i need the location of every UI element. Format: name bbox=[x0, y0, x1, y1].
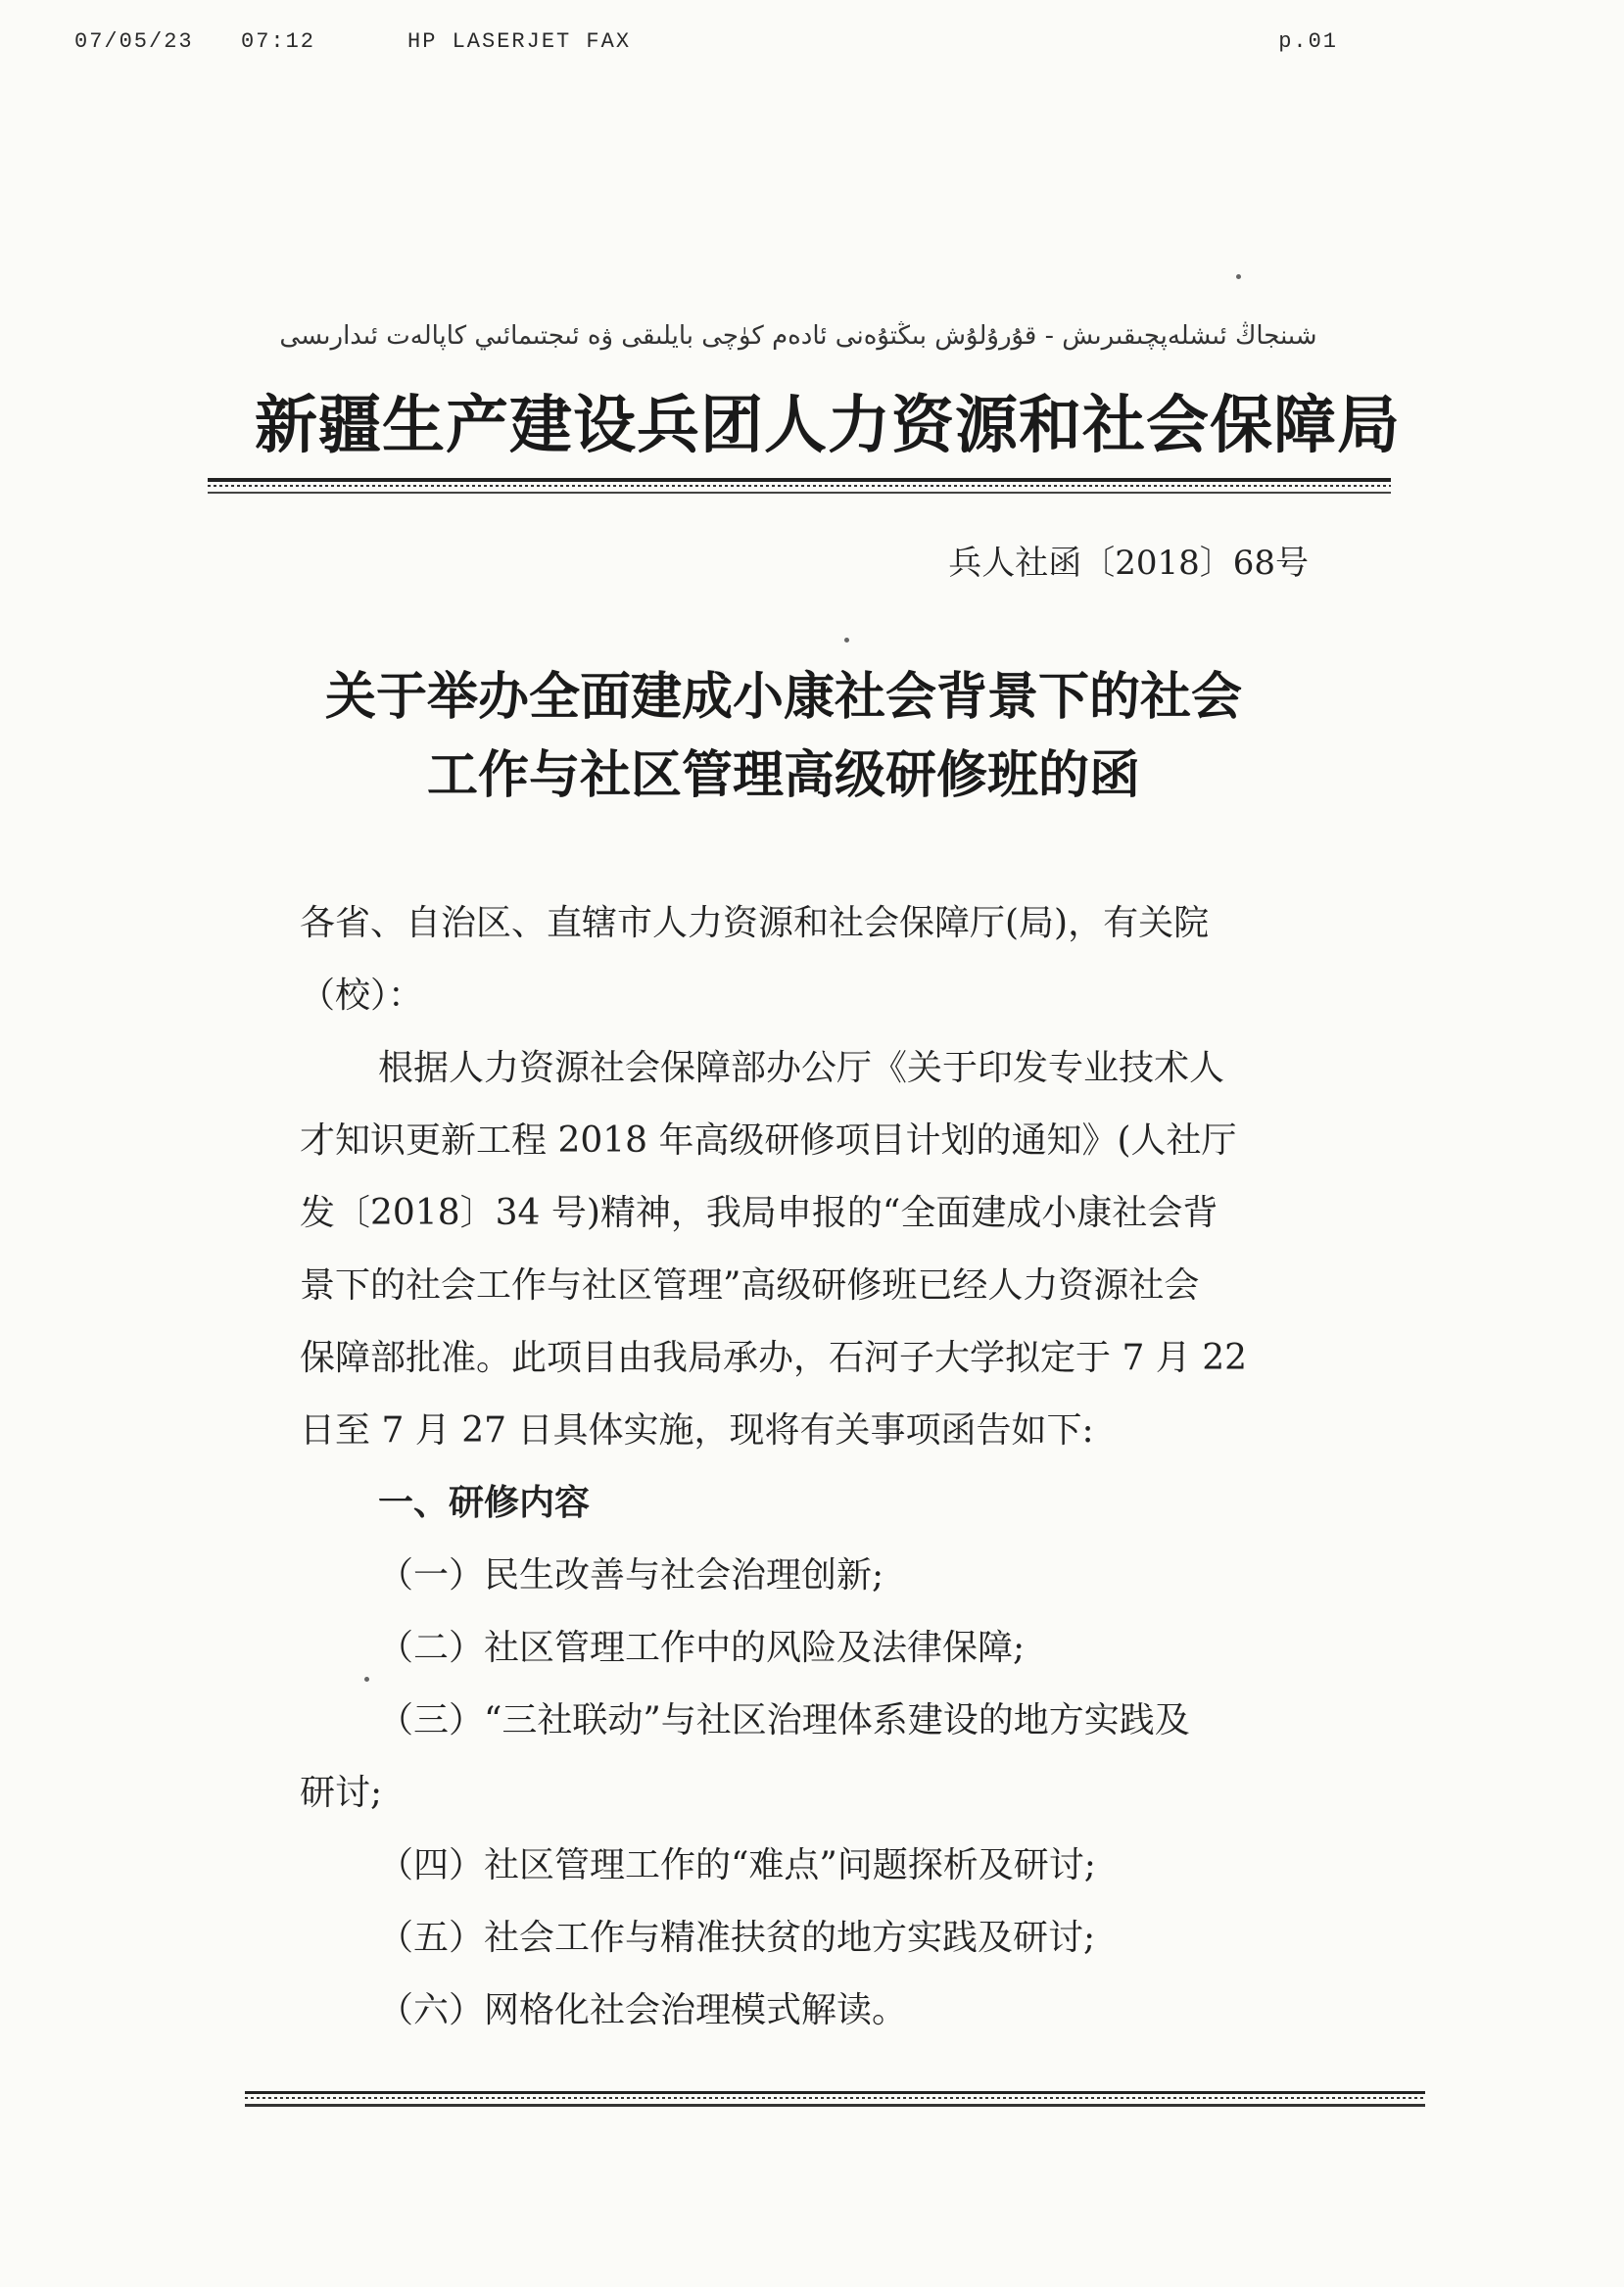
document-number: 兵人社函〔2018〕68号 bbox=[948, 544, 1309, 583]
paragraph-line-3: 发〔2018〕34 号)精神，我局申报的“全面建成小康社会背 bbox=[300, 1193, 1218, 1233]
paragraph-line-1: 根据人力资源社会保障部办公厅《关于印发专业技术人 bbox=[378, 1048, 1225, 1088]
salutation-line-2: （校）： bbox=[300, 976, 424, 1016]
list-item: （四）社区管理工作的“难点”问题探析及研讨; bbox=[378, 1845, 1096, 1885]
list-item: （三）“三社联动”与社区治理体系建设的地方实践及 bbox=[378, 1700, 1190, 1740]
paragraph-line-2: 才知识更新工程 2018 年高级研修项目计划的通知》(人社厅 bbox=[300, 1120, 1237, 1161]
fax-device: HP LASERJET FAX bbox=[407, 29, 632, 54]
salutation-line-1: 各省、自治区、直辖市人力资源和社会保障厅(局)，有关院 bbox=[300, 903, 1210, 943]
paragraph-line-4: 景下的社会工作与社区管理”高级研修班已经人力资源社会 bbox=[300, 1265, 1200, 1306]
scan-speck bbox=[1236, 274, 1241, 279]
list-item: （一）民生改善与社会治理创新; bbox=[378, 1555, 884, 1596]
section-heading: 一、研修内容 bbox=[378, 1483, 591, 1523]
scan-speck bbox=[364, 1677, 369, 1682]
footer-divider bbox=[245, 2091, 1425, 2107]
letterhead-uyghur-name: شىنجاڭ ئىشلەپچىقىرىش - قۇرۇلۇش بىڭتۇەنى ئادەم كۈچى بايلىقى ۋە ئىجتىمائىي كاپالەت ئىدارىسى bbox=[279, 321, 1317, 351]
fax-page-number: p.01 bbox=[1278, 29, 1338, 54]
fax-time: 07:12 bbox=[241, 29, 316, 54]
document-title bbox=[245, 658, 1322, 815]
letterhead-divider bbox=[208, 478, 1391, 494]
paragraph-line-5: 保障部批准。此项目由我局承办，石河子大学拟定于 7 月 22 bbox=[300, 1338, 1248, 1378]
scan-speck bbox=[844, 638, 849, 643]
list-item: （五）社会工作与精准扶贫的地方实践及研讨; bbox=[378, 1918, 1096, 1958]
list-item: （二）社区管理工作中的风险及法律保障; bbox=[378, 1628, 1026, 1668]
letterhead-chinese-name: 新疆生产建设兵团人力资源和社会保障局 bbox=[255, 389, 1401, 462]
list-item: （六）网格化社会治理模式解读。 bbox=[378, 1990, 908, 2030]
document-title-line-1: 关于举办全面建成小康社会背景下的社会 bbox=[324, 667, 1242, 727]
paragraph-line-6: 日至 7 月 27 日具体实施，现将有关事项函告如下: bbox=[300, 1410, 1094, 1451]
fax-header bbox=[74, 29, 1338, 63]
fax-date: 07/05/23 bbox=[74, 29, 194, 54]
document-title-line-2: 工作与社区管理高级研修班的函 bbox=[426, 745, 1140, 805]
list-item-continuation: 研讨; bbox=[300, 1773, 383, 1813]
